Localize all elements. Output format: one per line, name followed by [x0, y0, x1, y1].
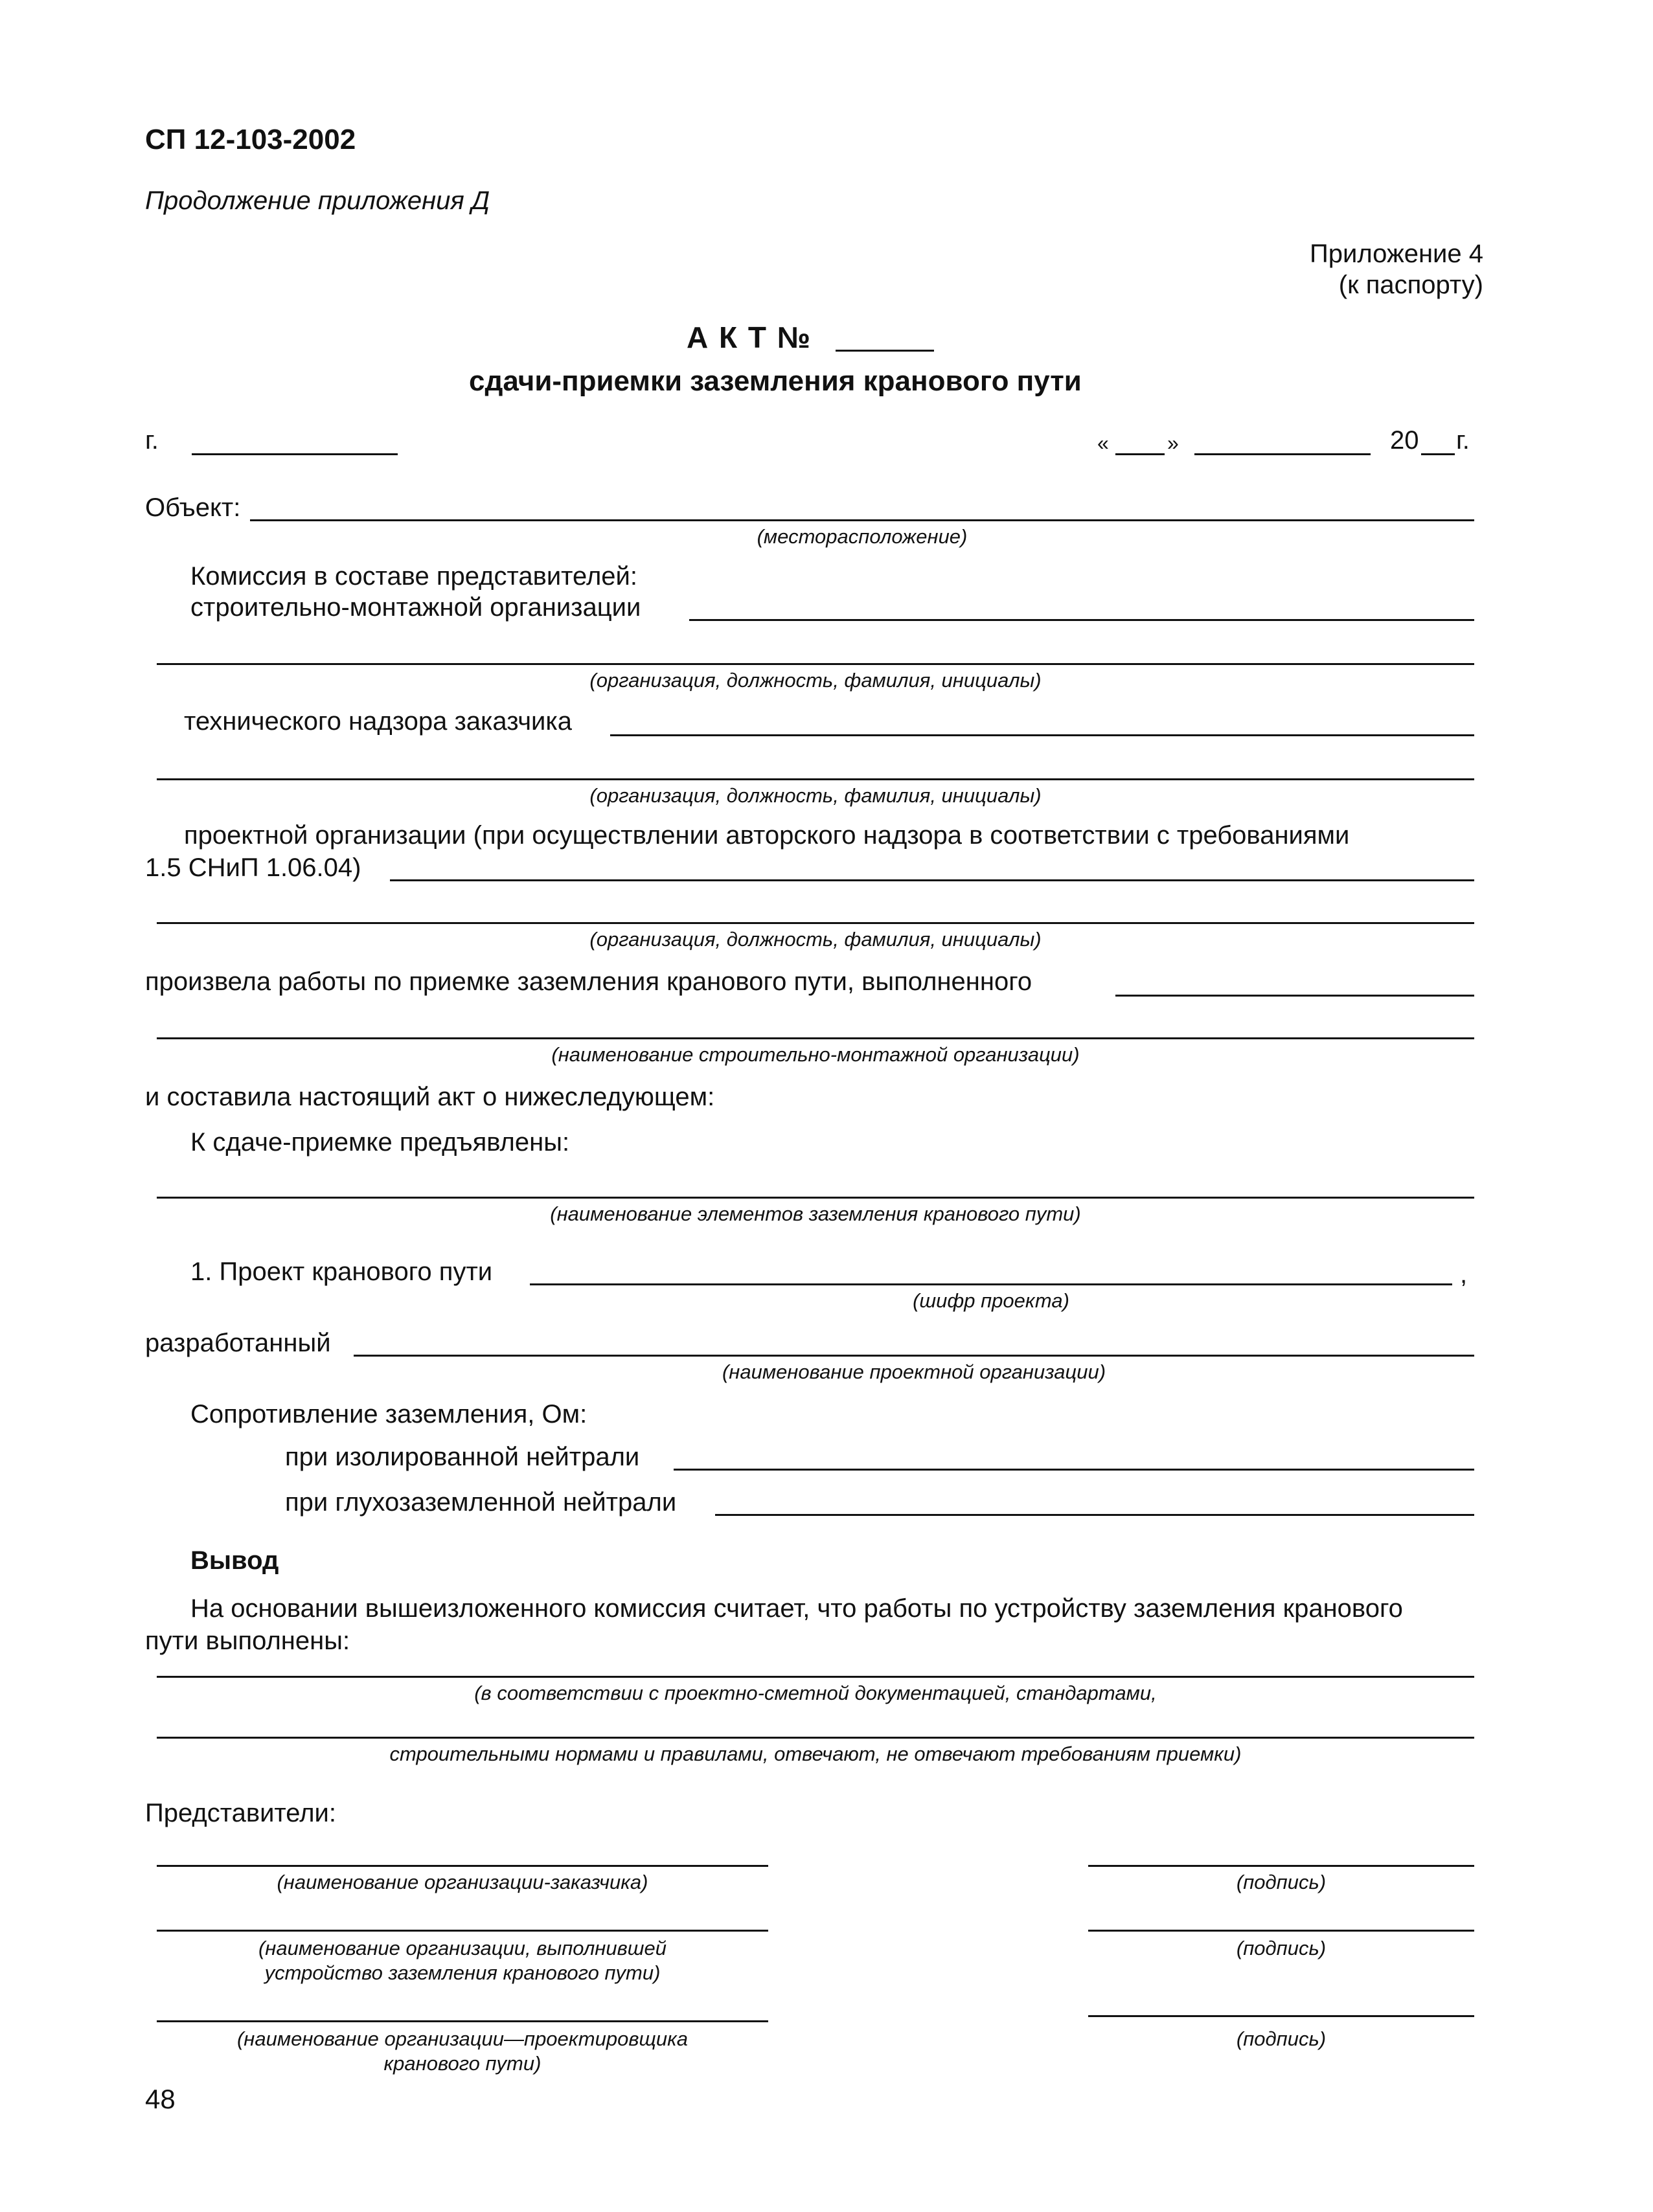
design-org-name-field[interactable] — [354, 1355, 1474, 1357]
supervision-field[interactable] — [610, 734, 1474, 736]
customer-org-caption: (наименование организации-заказчика) — [277, 1871, 648, 1893]
elements-field[interactable] — [157, 1197, 1474, 1199]
design-org-field[interactable] — [390, 879, 1474, 881]
works-text: произвела работы по приемке заземления кранового пути, выполненного — [145, 967, 1032, 996]
developed-label: разработанный — [145, 1329, 331, 1357]
act-title: А К Т № — [687, 321, 812, 354]
supervision-field-continued[interactable] — [157, 778, 1474, 780]
customer-signature-caption: (подпись) — [1236, 1871, 1327, 1893]
designer-signature-caption: (подпись) — [1236, 2027, 1327, 2050]
designer-org-caption-continued: кранового пути) — [383, 2052, 542, 2075]
conclusion-text: На основании вышеизложенного комиссия считает, что работы по устройству заземления кранового — [190, 1594, 1403, 1623]
conclusion-caption-continued: строительными нормами и правилами, отвечают, не отвечают требованиям приемки) — [389, 1743, 1242, 1765]
conclusion-caption: (в соответствии с проектно-сметной документацией, стандартами, — [474, 1682, 1157, 1704]
design-org-label-continued: 1.5 СНиП 1.06.04) — [145, 853, 361, 882]
act-statement: и составила настоящий акт о нижеследующем: — [145, 1083, 715, 1111]
act-subtitle: сдачи-приемки заземления кранового пути — [469, 365, 1082, 397]
conclusion-field[interactable] — [157, 1676, 1474, 1678]
builder-caption: (организация, должность, фамилия, инициалы) — [589, 669, 1042, 692]
isolated-neutral-field[interactable] — [674, 1469, 1474, 1471]
supervision-label: технического надзора заказчика — [184, 707, 573, 736]
customer-org-field[interactable] — [157, 1865, 768, 1867]
project-code-field[interactable] — [530, 1283, 1452, 1285]
city-prefix: г. — [145, 426, 159, 455]
designer-org-field[interactable] — [157, 2020, 768, 2022]
installer-org-caption-continued: устройство заземления кранового пути) — [264, 1961, 661, 1984]
conclusion-text-continued: пути выполнены: — [145, 1627, 350, 1655]
year-suffix: г. — [1456, 426, 1470, 455]
design-org-label: проектной организации (при осуществлении авторского надзора в соответствии с требованиями — [184, 821, 1350, 850]
installer-signature-caption: (подпись) — [1236, 1937, 1327, 1959]
representatives-label: Представители: — [145, 1799, 336, 1827]
builder-label: строительно-монтажной организации — [190, 593, 641, 622]
contractor-caption: (наименование строительно-монтажной организации) — [551, 1043, 1080, 1066]
year-prefix: 20 — [1390, 426, 1419, 455]
design-org-caption: (организация, должность, фамилия, инициалы) — [589, 928, 1042, 951]
grounded-neutral-field[interactable] — [715, 1514, 1474, 1516]
appendix-label: Приложение 4 — [1310, 240, 1483, 268]
design-org-name-caption: (наименование проектной организации) — [722, 1360, 1106, 1383]
page-number: 48 — [145, 2084, 176, 2114]
project-label: 1. Проект кранового пути — [190, 1258, 493, 1286]
presented-label: К сдаче-приемке предъявлены: — [190, 1128, 570, 1157]
object-label: Объект: — [145, 493, 241, 522]
appendix-sublabel: (к паспорту) — [1338, 271, 1483, 299]
quote-close: » — [1167, 431, 1179, 455]
project-comma: , — [1460, 1260, 1468, 1289]
contractor-field-continued[interactable] — [157, 1037, 1474, 1039]
contractor-field[interactable] — [1115, 995, 1474, 997]
object-caption: (месторасположение) — [757, 525, 968, 548]
conclusion-heading: Вывод — [190, 1546, 279, 1575]
customer-signature-field[interactable] — [1088, 1865, 1474, 1867]
builder-field-continued[interactable] — [157, 663, 1474, 665]
month-field[interactable] — [1194, 453, 1371, 455]
document-code: СП 12-103-2002 — [145, 124, 356, 155]
object-location-field[interactable] — [250, 519, 1474, 521]
day-field[interactable] — [1115, 453, 1165, 455]
act-number-line[interactable] — [836, 350, 934, 352]
installer-signature-field[interactable] — [1088, 1930, 1474, 1932]
resistance-title: Сопротивление заземления, Ом: — [190, 1400, 587, 1428]
supervision-caption: (организация, должность, фамилия, инициалы) — [589, 784, 1042, 807]
elements-caption: (наименование элементов заземления кранового пути) — [550, 1202, 1081, 1225]
project-code-caption: (шифр проекта) — [913, 1289, 1069, 1312]
commission-intro: Комиссия в составе представителей: — [190, 562, 637, 591]
designer-signature-field[interactable] — [1088, 2015, 1474, 2017]
conclusion-field-continued[interactable] — [157, 1737, 1474, 1739]
installer-org-caption: (наименование организации, выполнившей — [258, 1937, 667, 1959]
design-org-field-continued[interactable] — [157, 922, 1474, 924]
city-field[interactable] — [192, 453, 398, 455]
builder-field[interactable] — [689, 619, 1474, 621]
continuation-note: Продолжение приложения Д — [145, 186, 490, 215]
grounded-neutral-label: при глухозаземленной нейтрали — [285, 1488, 677, 1517]
designer-org-caption: (наименование организации—проектировщика — [236, 2027, 689, 2050]
year-field[interactable] — [1421, 453, 1455, 455]
quote-open: « — [1097, 431, 1109, 455]
installer-org-field[interactable] — [157, 1930, 768, 1932]
isolated-neutral-label: при изолированной нейтрали — [285, 1443, 640, 1471]
